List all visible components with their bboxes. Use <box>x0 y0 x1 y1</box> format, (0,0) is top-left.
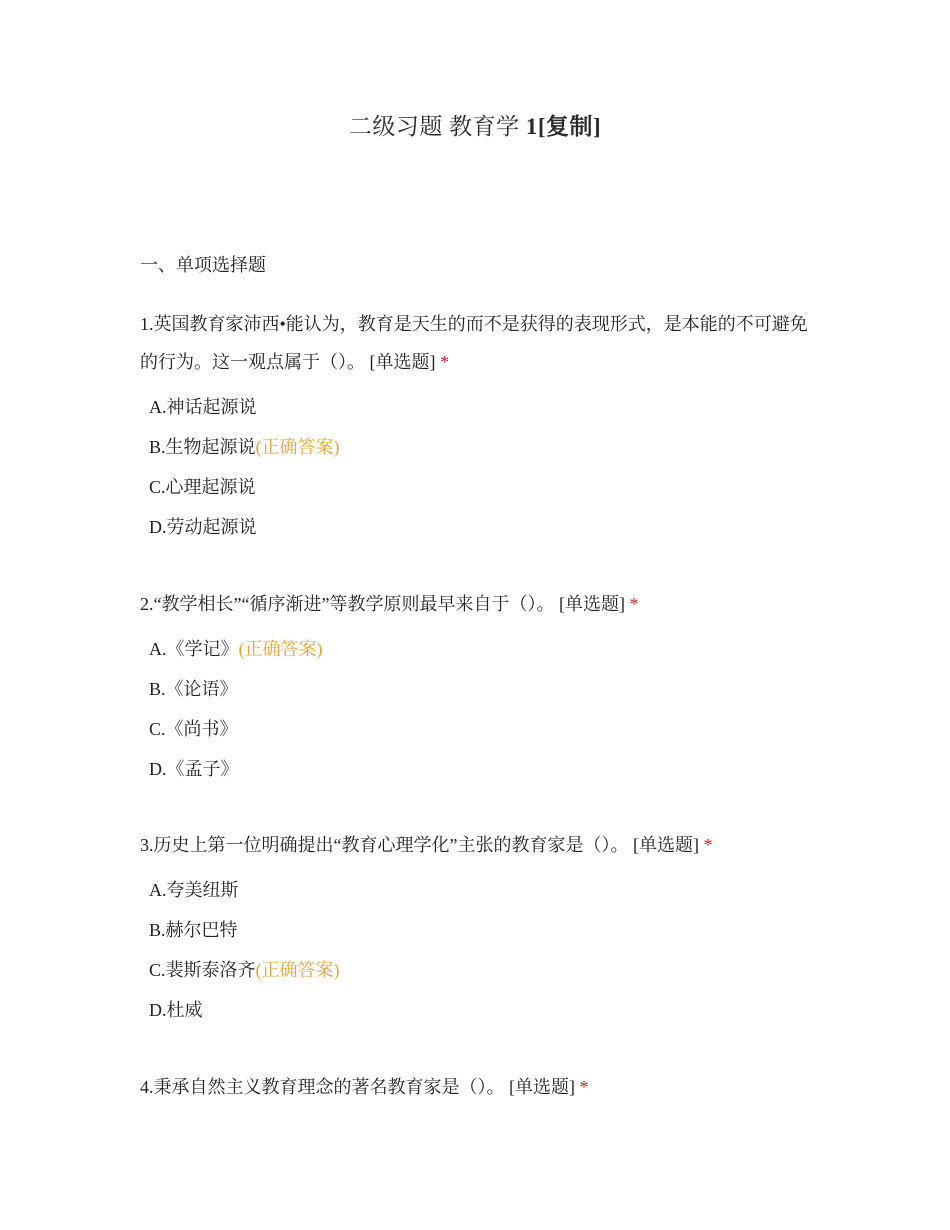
question-stem: 1.英国教育家沛西•能认为，教育是天生的而不是获得的表现形式，是本能的不可避免的行为。这一观点属于（）。 <box>140 314 808 372</box>
option-b <box>140 910 810 950</box>
option-d <box>140 507 810 547</box>
option-label: C.裴斯泰洛齐 <box>149 960 256 980</box>
option-a <box>140 629 810 669</box>
option-b <box>140 427 810 467</box>
question-text <box>140 1068 810 1106</box>
option-a <box>140 870 810 910</box>
question-type-label: [单选题] <box>558 594 625 614</box>
question-text <box>140 826 810 864</box>
question-type-label: [单选题] <box>632 835 699 855</box>
question-text <box>140 585 810 623</box>
correct-answer-marker: (正确答案) <box>255 437 340 457</box>
question-stem: 3.历史上第一位明确提出“教育心理学化”主张的教育家是（）。 <box>140 835 629 855</box>
option-a <box>140 387 810 427</box>
question-type-label: [单选题] <box>369 352 436 372</box>
option-c <box>140 467 810 507</box>
question-type-label: [单选题] <box>509 1077 575 1097</box>
page-title <box>0 108 950 141</box>
question-text <box>140 305 810 381</box>
option-label: A.神话起源说 <box>149 397 257 417</box>
option-label: A.《学记》 <box>149 639 239 659</box>
option-b <box>140 669 810 709</box>
option-label: D.杜威 <box>149 1000 203 1020</box>
question-2 <box>140 585 810 789</box>
option-label: B.《论语》 <box>149 679 238 699</box>
option-label: D.《孟子》 <box>149 759 239 779</box>
option-label: B.生物起源说 <box>149 437 256 457</box>
required-asterisk: * <box>440 352 449 372</box>
option-label: B.赫尔巴特 <box>149 920 238 940</box>
option-d <box>140 749 810 789</box>
title-suffix: [复制] <box>537 114 602 139</box>
question-1 <box>140 305 810 547</box>
question-stem: 2.“教学相长”“循序渐进”等教学原则最早来自于（）。 <box>140 594 555 614</box>
required-asterisk: * <box>629 594 639 614</box>
correct-answer-marker: (正确答案) <box>238 639 323 659</box>
option-label: C.心理起源说 <box>149 477 256 497</box>
required-asterisk: * <box>579 1077 589 1097</box>
correct-answer-marker: (正确答案) <box>255 960 340 980</box>
question-3 <box>140 826 810 1030</box>
option-d <box>140 990 810 1030</box>
required-asterisk: * <box>703 835 713 855</box>
option-label: D.劳动起源说 <box>149 517 257 537</box>
option-label: C.《尚书》 <box>149 719 238 739</box>
question-stem: 4.秉承自然主义教育理念的著名教育家是（）。 <box>140 1077 505 1097</box>
option-c <box>140 709 810 749</box>
section-heading: 一、单项选择题 <box>140 255 266 275</box>
option-c <box>140 950 810 990</box>
option-label: A.夸美纽斯 <box>149 880 239 900</box>
title-number: 1 <box>525 114 538 139</box>
question-4 <box>140 1068 810 1106</box>
title-prefix: 二级习题 教育学 <box>348 114 526 139</box>
